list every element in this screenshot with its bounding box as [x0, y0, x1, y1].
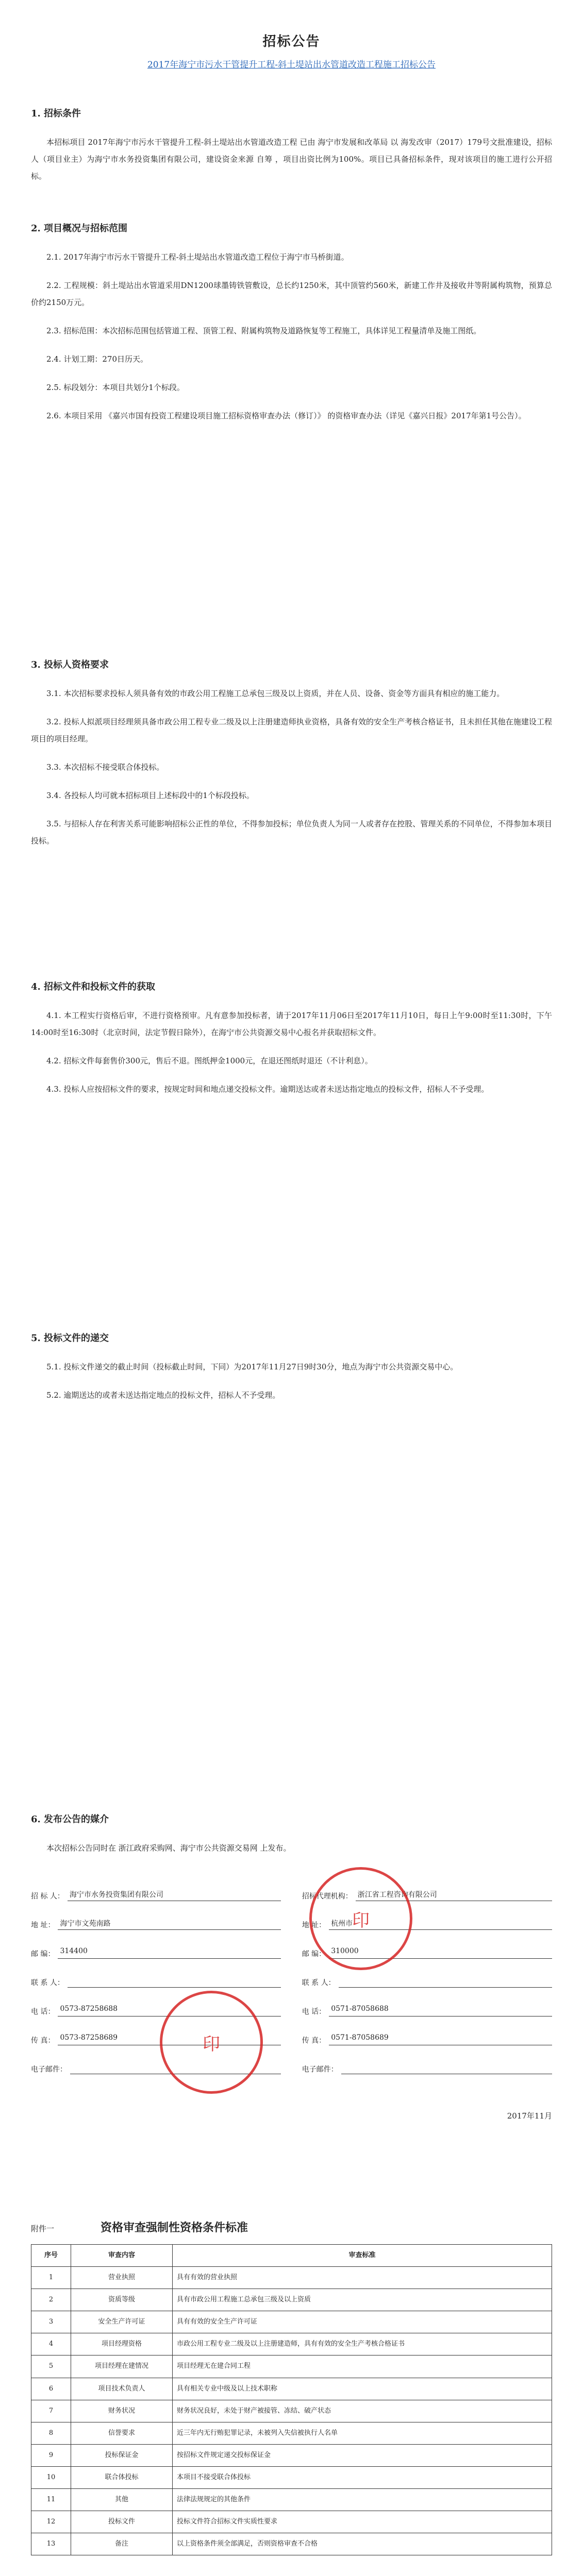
page-subtitle: 2017年海宁市污水干管提升工程-斜土堤站出水管道改造工程施工招标公告: [147, 60, 436, 70]
requirements-table: [31, 2244, 552, 2555]
standard-cell: 具有有效的营业执照: [173, 2267, 552, 2289]
section-2-paragraph-1: 2.1. 2017年海宁市污水干管提升工程-斜土堤站出水管道改造工程位于海宁市马桥街道。: [46, 252, 349, 262]
table-row: [31, 2333, 552, 2355]
row-number-cell: 1: [31, 2267, 71, 2289]
tenderer-postcode: 314400: [58, 1947, 281, 1959]
row-number-cell: 2: [31, 2289, 71, 2311]
section-6-paragraph-1: 本次招标公告同时在 浙江政府采购网、海宁市公共资源交易网 上发布。: [46, 1843, 291, 1853]
item-cell: 备注: [71, 2533, 173, 2555]
item-cell: 资质等级: [71, 2289, 173, 2311]
table-row: [31, 2400, 552, 2422]
item-cell: 联合体投标: [71, 2466, 173, 2488]
table-body: [31, 2267, 552, 2555]
page-title: 招标公告: [262, 34, 321, 49]
item-cell: 安全生产许可证: [71, 2311, 173, 2333]
section-4-paragraph-3: 4.3. 投标人应按招标文件的要求，按规定时间和地点递交投标文件。逾期送达或者未送达指定地点的投标文件，招标人不予受理。: [46, 1084, 489, 1094]
row-number-cell: 9: [31, 2444, 71, 2466]
item-cell: 项目技术负责人: [71, 2378, 173, 2400]
standard-cell: 具有有效的安全生产许可证: [173, 2311, 552, 2333]
row-number-cell: 10: [31, 2466, 71, 2488]
contact-row: 地 址： 海宁市文苑南路 地 址： 杭州市: [31, 1901, 552, 1930]
contact-row: 招 标 人： 海宁市水务投资集团有限公司 招标代理机构： 浙江省工程咨询有限公司: [31, 1872, 552, 1901]
column-header: 审查内容: [71, 2245, 173, 2267]
blank-space: [31, 1109, 552, 1295]
standard-cell: 项目经理无在建合同工程: [173, 2355, 552, 2378]
agency-seal: 印: [309, 1867, 412, 1970]
agency-address: 杭州市: [329, 1918, 552, 1930]
item-cell: 项目经理在建情况: [71, 2355, 173, 2378]
signature-date: 2017年11月: [507, 2111, 552, 2121]
section-3-paragraph-1: 3.1. 本次招标要求投标人须具备有效的市政公用工程施工总承包三级及以上资质，并在人员、设备、资金等方面具有相应的施工能力。: [46, 689, 505, 698]
row-number-cell: 4: [31, 2333, 71, 2355]
standard-cell: 按招标文件规定递交投标保证金: [173, 2444, 552, 2466]
contact-block: [31, 1872, 552, 2074]
row-number-cell: 11: [31, 2489, 71, 2511]
section-heading-4: 4. 招标文件和投标文件的获取: [31, 981, 156, 992]
row-number-cell: 3: [31, 2311, 71, 2333]
contact-row: 邮 编： 314400 邮 编： 310000: [31, 1930, 552, 1959]
annex-title: 资格审查强制性资格条件标准: [101, 2221, 248, 2234]
table-row: [31, 2289, 552, 2311]
standard-cell: 具有市政公用工程施工总承包三级及以上资质: [173, 2289, 552, 2311]
item-cell: 营业执照: [71, 2267, 173, 2289]
tenderer-phone: 0573-87258688: [58, 2005, 281, 2016]
table-row: [31, 2355, 552, 2378]
table-row: [31, 2378, 552, 2400]
item-cell: 财务状况: [71, 2400, 173, 2422]
section-heading-1: 1. 招标条件: [31, 108, 81, 119]
item-cell: 投标保证金: [71, 2444, 173, 2466]
tenderer-contact: [68, 1976, 281, 1988]
agency-contact: [339, 1976, 552, 1988]
section-5-paragraph-1: 5.1. 投标文件递交的截止时间（投标截止时间，下同）为2017年11月27日9时30分，地点为海宁市公共资源交易中心。: [46, 1362, 458, 1371]
annex-header: [31, 2219, 552, 2235]
blank-space: [31, 1415, 552, 1776]
agency-postcode: 310000: [329, 1947, 552, 1959]
table-header-row: [31, 2245, 552, 2267]
column-header: 序号: [31, 2245, 71, 2267]
row-number-cell: 5: [31, 2355, 71, 2378]
table-row: [31, 2466, 552, 2488]
standard-cell: 近三年内无行贿犯罪记录，未被列入失信被执行人名单: [173, 2422, 552, 2444]
section-heading-3: 3. 投标人资格要求: [31, 659, 109, 670]
row-number-cell: 7: [31, 2400, 71, 2422]
table-row: [31, 2422, 552, 2444]
contact-row: 联 系 人： 联 系 人：: [31, 1959, 552, 1988]
section-2-paragraph-3: 2.3. 招标范围：本次招标范围包括管道工程、顶管工程、附属构筑物及道路恢复等工程施工，具体详见工程量清单及施工图纸。: [46, 326, 481, 335]
table-row: [31, 2311, 552, 2333]
row-number-cell: 12: [31, 2511, 71, 2533]
blank-space: [31, 436, 552, 621]
section-2-paragraph-5: 2.5. 标段划分：本项目共划分1个标段。: [46, 383, 185, 392]
section-2-paragraph-4: 2.4. 计划工期：270日历天。: [46, 354, 148, 364]
contact-row: 电 话： 0573-87258688 电 话： 0571-87058688: [31, 1988, 552, 2016]
section-4-paragraph-2: 4.2. 招标文件每套售价300元，售后不退。图纸押金1000元，在退还图纸时退还（不计利息）。: [46, 1056, 373, 1065]
section-3-paragraph-4: 3.4. 各投标人均可就本招标项目上述标段中的1个标段投标。: [46, 791, 254, 800]
contact-row: 传 真： 0573-87258689 传 真： 0571-87058689: [31, 2016, 552, 2045]
section-1-paragraph-1: 本招标项目 2017年海宁市污水干管提升工程-斜土堤站出水管道改造工程 已由 海宁市发展和改革局 以 海发改审（2017）179号文批准建设，招标人（项目业主）为海宁市水务投资集团有限公司，建设资金来源 自筹 ，项目出资比例为100%。项目已具备招标条件，现对该项目的施工进行公开招标。: [31, 138, 552, 181]
tenderer-fax: 0573-87258689: [58, 2033, 281, 2045]
section-3-paragraph-5: 3.5. 与招标人存在利害关系可能影响招标公正性的单位，不得参加投标；单位负责人为同一人或者存在控股、管理关系的不同单位，不得参加本项目投标。: [31, 819, 552, 845]
section-3-paragraph-2: 3.2. 投标人拟派项目经理须具备市政公用工程专业二级及以上注册建造师执业资格，具备有效的安全生产考核合格证书，且未担任其他在施建设工程项目的项目经理。: [31, 717, 552, 743]
item-cell: 其他: [71, 2489, 173, 2511]
item-cell: 投标文件: [71, 2511, 173, 2533]
standard-cell: 本项目不接受联合体投标: [173, 2466, 552, 2488]
section-heading-6: 6. 发布公告的媒介: [31, 1814, 109, 1825]
row-number-cell: 13: [31, 2533, 71, 2555]
agency-name: 浙江省工程咨询有限公司: [356, 1889, 552, 1901]
standard-cell: 具有相关专业中级及以上技术职称: [173, 2378, 552, 2400]
column-header: 审查标准: [173, 2245, 552, 2267]
table-row: [31, 2444, 552, 2466]
section-heading-5: 5. 投标文件的递交: [31, 1333, 109, 1344]
agency-email: [341, 2062, 552, 2074]
section-3-paragraph-3: 3.3. 本次招标不接受联合体投标。: [46, 762, 164, 772]
section-4-paragraph-1: 4.1. 本工程实行资格后审，不进行资格预审。凡有意参加投标者，请于2017年11月06日至2017年11月10日，每日上午9:00时至11:30时，下午14:00时至16:30时（北京时间，法定节假日除外），在海宁市公共资源交易中心报名并获取招标文件。: [31, 1011, 552, 1037]
annex-label: 附件一: [31, 2224, 55, 2233]
item-cell: 信誉要求: [71, 2422, 173, 2444]
section-2-paragraph-2: 2.2. 工程规模：斜土堤站出水管道采用DN1200球墨铸铁管敷设，总长约1250米，其中顶管约560米，新建工作井及接收井等附属构筑物，预算总价约2150万元。: [31, 281, 552, 307]
contact-row: 电子邮件： 电子邮件：: [31, 2045, 552, 2074]
document: [31, 31, 552, 2555]
table-row: [31, 2489, 552, 2511]
row-number-cell: 8: [31, 2422, 71, 2444]
standard-cell: 市政公用工程专业二级及以上注册建造师，具有有效的安全生产考核合格证书: [173, 2333, 552, 2355]
standard-cell: 法律法规规定的其他条件: [173, 2489, 552, 2511]
section-5-paragraph-2: 5.2. 逾期送达的或者未送达指定地点的投标文件，招标人不予受理。: [46, 1391, 280, 1400]
standard-cell: 财务状况良好，未处于财产被接管、冻结、破产状态: [173, 2400, 552, 2422]
tenderer-address: 海宁市文苑南路: [58, 1918, 281, 1930]
agency-phone: 0571-87058688: [329, 2005, 552, 2016]
row-number-cell: 6: [31, 2378, 71, 2400]
section-heading-2: 2. 项目概况与招标范围: [31, 223, 128, 234]
agency-fax: 0571-87058689: [329, 2033, 552, 2045]
item-cell: 项目经理资格: [71, 2333, 173, 2355]
standard-cell: 投标文件符合招标文件实质性要求: [173, 2511, 552, 2533]
section-2-paragraph-6: 2.6. 本项目采用 《嘉兴市国有投资工程建设项目施工招标资格审查办法（修订）》 的资格审查办法（详见《嘉兴日报》2017年第1号公告）。: [46, 411, 526, 420]
table-row: [31, 2267, 552, 2289]
blank-space: [31, 861, 552, 943]
table-row: [31, 2511, 552, 2533]
tenderer-seal: 印: [160, 1991, 263, 2094]
table-row: [31, 2533, 552, 2555]
standard-cell: 以上资格条件须全部满足，否则资格审查不合格: [173, 2533, 552, 2555]
tenderer-name: 海宁市水务投资集团有限公司: [68, 1889, 281, 1901]
